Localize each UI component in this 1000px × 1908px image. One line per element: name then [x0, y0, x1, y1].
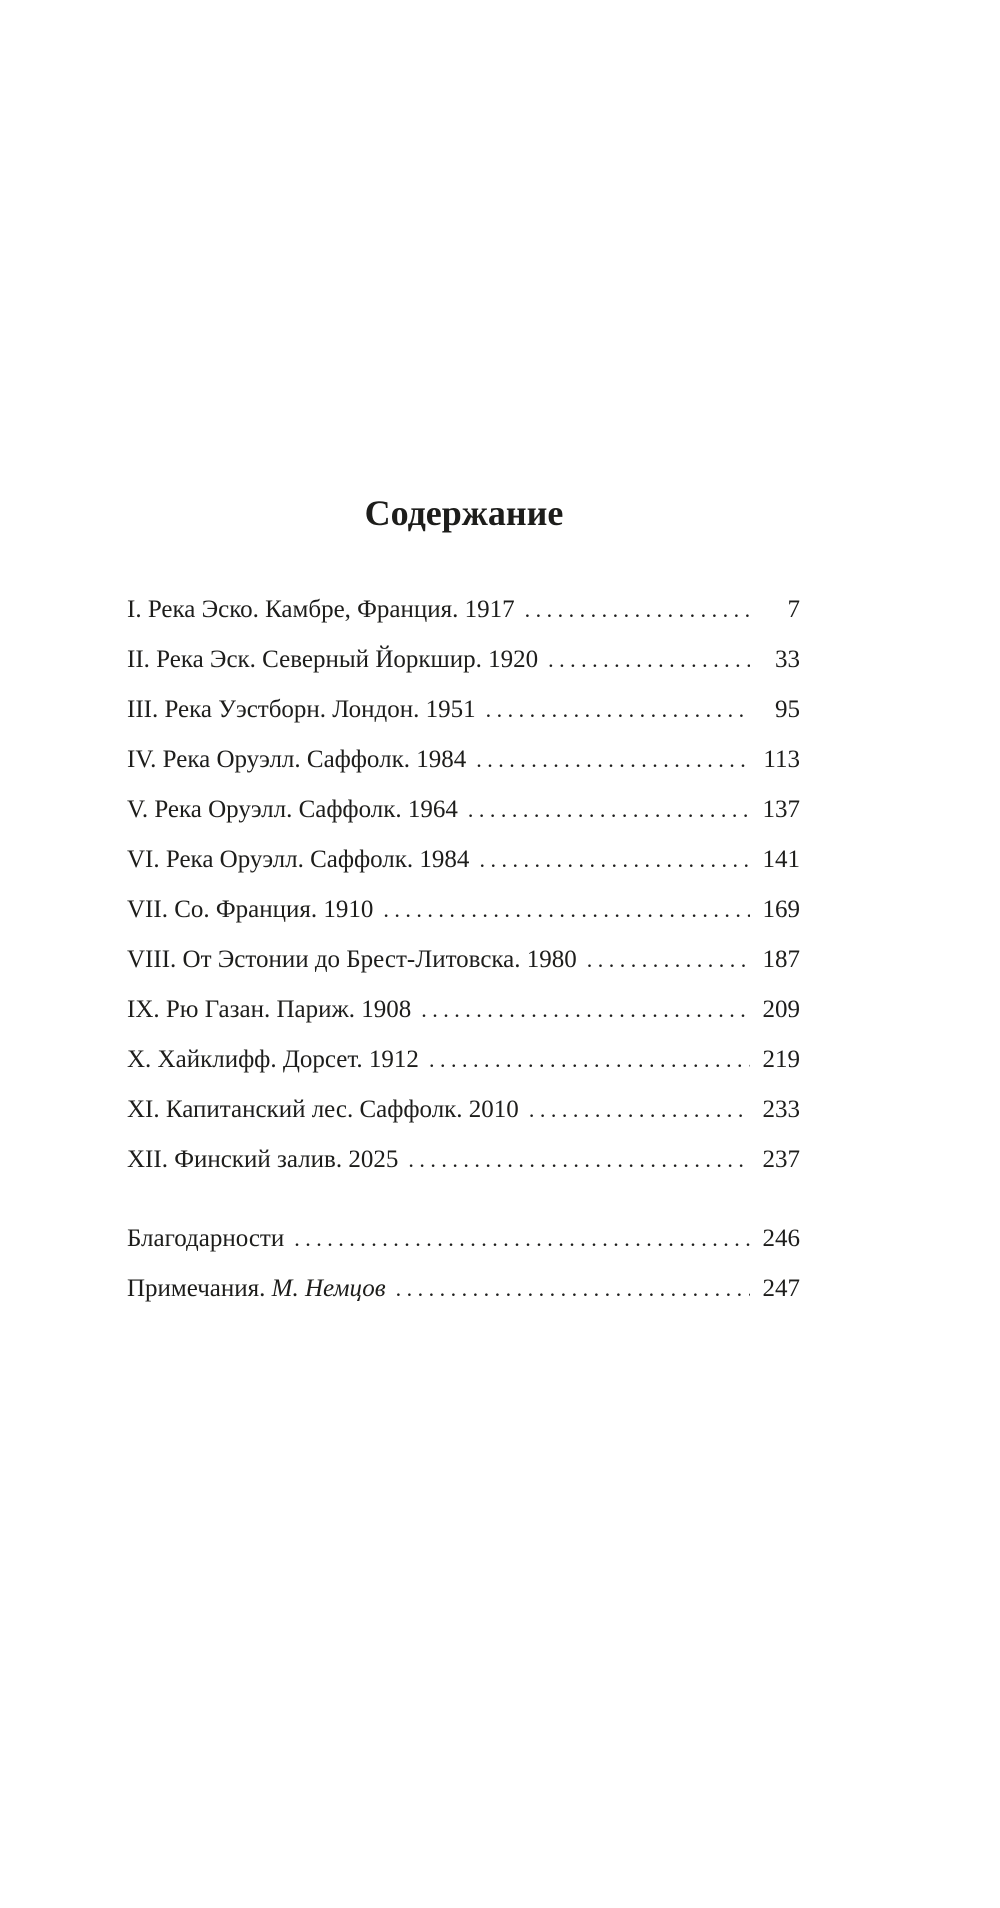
- toc-entry-12: [127, 1135, 800, 1185]
- toc-entry-page: 247: [762, 1275, 800, 1302]
- toc-entry-8: [127, 935, 800, 985]
- toc-entry-page: 169: [762, 896, 800, 923]
- toc-entry-label: VII. Со. Франция. 1910: [127, 896, 374, 923]
- dot-leader: [479, 835, 750, 885]
- toc-entry-page: 209: [762, 996, 800, 1023]
- dot-leader: [476, 735, 750, 785]
- dot-leader: [408, 1135, 750, 1185]
- toc-entry-author: М. Немцов: [271, 1275, 386, 1302]
- toc-entry-4: [127, 735, 800, 785]
- toc-entry-5: [127, 785, 800, 835]
- toc-entry-label: IX. Рю Газан. Париж. 1908: [127, 996, 412, 1023]
- toc-entry-notes: [127, 1264, 800, 1314]
- dot-leader: [587, 935, 750, 985]
- toc-entry-page: 141: [762, 846, 800, 873]
- dot-leader: [429, 1035, 750, 1085]
- dot-leader: [294, 1214, 750, 1264]
- page-title: Содержание: [364, 493, 564, 533]
- toc-entry-page: 33: [775, 646, 800, 673]
- dot-leader: [421, 985, 750, 1035]
- toc-entry-1: [127, 585, 800, 635]
- toc-entry-label: XI. Капитанский лес. Саффолк. 2010: [127, 1096, 519, 1123]
- dot-leader: [486, 685, 750, 735]
- toc-entry-label: Благодарности: [127, 1225, 285, 1252]
- toc-entry-page: 7: [787, 596, 800, 623]
- toc-entry-page: 219: [762, 1046, 800, 1073]
- toc-entry-label: IV. Река Оруэлл. Саффолк. 1984: [127, 746, 467, 773]
- toc-entry-2: [127, 635, 800, 685]
- dot-leader: [548, 635, 750, 685]
- toc-entry-page: 246: [762, 1225, 800, 1252]
- toc-entry-page: 95: [775, 696, 800, 723]
- toc-entry-label: III. Река Уэстборн. Лондон. 1951: [127, 696, 476, 723]
- toc-entry-10: [127, 1035, 800, 1085]
- dot-leader: [396, 1264, 750, 1314]
- toc-entry-page: 113: [763, 746, 800, 773]
- toc-entry-label: XII. Финский залив. 2025: [127, 1146, 399, 1173]
- toc-entry-acknowledgements: [127, 1214, 800, 1264]
- toc-entry-label: VI. Река Оруэлл. Саффолк. 1984: [127, 846, 470, 873]
- toc-entry-label-wrapper: [127, 1264, 386, 1314]
- toc-entry-3: [127, 685, 800, 735]
- toc-entry-9: [127, 985, 800, 1035]
- toc-entry-label: I. Река Эско. Камбре, Франция. 1917: [127, 596, 515, 623]
- toc-entry-label: VIII. От Эстонии до Брест-Литовска. 1980: [127, 946, 577, 973]
- toc-entry-label: X. Хайклифф. Дорсет. 1912: [127, 1046, 419, 1073]
- toc-entry-page: 237: [762, 1146, 800, 1173]
- toc-entry-page: 233: [762, 1096, 800, 1123]
- dot-leader: [468, 785, 750, 835]
- dot-leader: [525, 585, 750, 635]
- toc-entry-label: Примечания.: [127, 1275, 266, 1302]
- toc-entry-6: [127, 835, 800, 885]
- dot-leader: [529, 1085, 750, 1135]
- dot-leader: [383, 885, 750, 935]
- toc-entry-7: [127, 885, 800, 935]
- toc-entry-label: II. Река Эск. Северный Йоркшир. 1920: [127, 646, 539, 673]
- toc-entry-page: 187: [762, 946, 800, 973]
- toc-entry-page: 137: [762, 796, 800, 823]
- toc-entry-label: V. Река Оруэлл. Саффолк. 1964: [127, 796, 458, 823]
- toc-entry-11: [127, 1085, 800, 1135]
- table-of-contents: [127, 585, 800, 1314]
